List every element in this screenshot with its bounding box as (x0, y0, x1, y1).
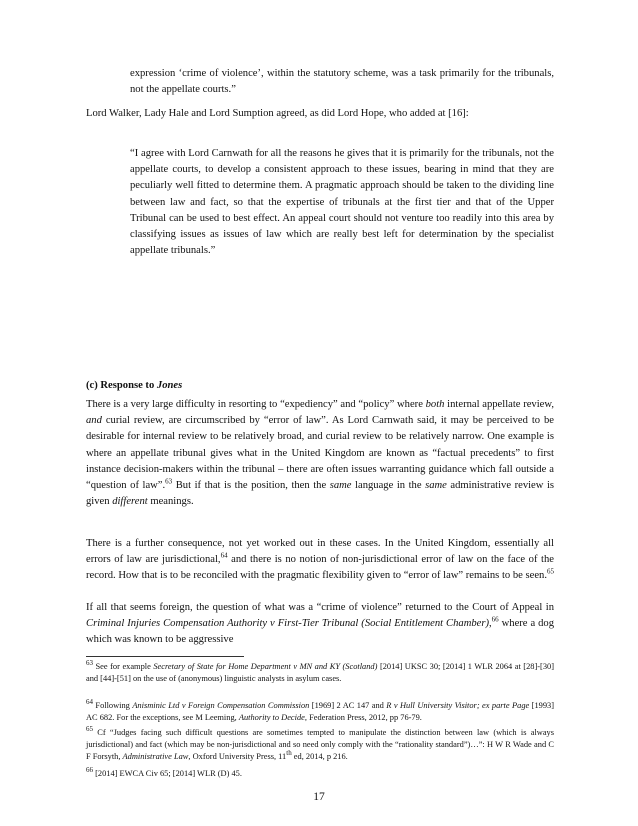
text-run: , (489, 618, 492, 630)
quote-continuation (130, 66, 554, 98)
text-run: internal appellate review, (444, 399, 554, 410)
text-run-italic: and (86, 415, 102, 427)
quote-lord-hope-text: “I agree with Lord Carnwath for all the reasons he gives that it is primarily for the tribunals, not the appellate courts, to develop a consistent approach to these issues, bearing in mind that they are peculiarly well fitted to determine them. A pragmatic approach should be taken to the dividing line between law and fact, so that the expertise of tribunals at the first tier and that of the Upper Tribunal can be used to best effect. An appeal court should not venture too readily into this area by classifying issues as issues of law which are really best left for determination by the specialist appellate tribunals.” (130, 148, 554, 257)
footnote-64 (86, 700, 554, 724)
text-run: [1969] 2 AC 147 and (309, 701, 387, 710)
text-run: If all that seems foreign, the question of what was a “crime of violence” returned to the Court of Appeal in (86, 602, 554, 613)
text-run: Following (93, 701, 133, 710)
text-run-italic: different (112, 496, 148, 508)
text-run: , Federation Press, 2012, pp 76-79. (304, 713, 422, 722)
text-run: and there is no notion of non-jurisdictional error of law on the face of the record. How that is to be reconciled with the pragmatic flexibility given to “error of law” remains to be seen. (86, 554, 554, 582)
footnote-ref-63[interactable]: 63 (165, 477, 173, 486)
text-run: [2014] EWCA Civ 65; [2014] WLR (D) 45. (93, 769, 242, 778)
text-run: [1993] AC 682. For the exceptions, see M Leeming, (86, 701, 554, 722)
section-heading (86, 380, 182, 391)
text-run: See for example (93, 662, 154, 671)
footnote-63 (86, 661, 554, 685)
section-heading-italic: Jones (156, 380, 183, 391)
paragraph-court-of-appeal (86, 600, 554, 649)
footnote-number: 65 (86, 725, 93, 734)
case-name: Anisminic Ltd v Foreign Compensation Commission (132, 701, 310, 710)
quote-lord-hope (130, 146, 554, 259)
text-run: language in the (351, 480, 426, 492)
quote-continuation-text: expression ‘crime of violence’, within the statutory scheme, was a task primarily for the tribunals, not the appellate courts.” (130, 68, 554, 96)
text-run: There is a very large difficulty in resorting to “expediency” and “policy” where (86, 399, 426, 410)
book-title: Authority to Decide (238, 713, 305, 722)
paragraph-agreement (86, 106, 554, 122)
paragraph-agreement-text: Lord Walker, Lady Hale and Lord Sumption agreed, as did Lord Hope, who added at [16]: (86, 108, 469, 119)
text-run: administrative review is given (86, 480, 555, 508)
text-run-italic: same (425, 480, 447, 492)
footnote-ref-66[interactable]: 66 (491, 615, 499, 624)
ordinal-suffix: th (286, 749, 292, 758)
paragraph-response (86, 397, 554, 510)
footnote-65 (86, 727, 554, 763)
text-run-italic: both (425, 399, 445, 410)
text-run: But if that is the position, then the (172, 480, 330, 492)
footnote-66 (86, 768, 554, 780)
text-run: curial review, are circumscribed by “error of law”. As Lord Carnwath said, it may be perceived to be desirable for internal review to be relatively broad, and curial review to be relatively narrow. One example is where an appellate tribunal gives what in the United Kingdom are known as “factual precedents” to first instance decision-makers within the tribunal – there are often issues warranting guidance which fall outside a “question of law”. (86, 415, 554, 492)
section-heading-label: (c) Response to (86, 380, 157, 391)
footnote-ref-64[interactable]: 64 (220, 551, 228, 560)
footnote-number: 64 (86, 698, 93, 707)
text-run: where a dog which was known to be aggressive (86, 618, 554, 646)
case-name: Criminal Injuries Compensation Authority v First-Tier Tribunal (Social Entitlement Chamber) (86, 618, 490, 630)
text-run: meanings. (147, 496, 194, 508)
text-run: Cf “Judges facing such difficult questions are sometimes tempted to manipulate the distinction between law (which is always jurisdictional) and fact (which may be non-jurisdictional and so need only comply with the “rationality standard”)…”: H W R Wade and C F Forsyth, (86, 728, 554, 761)
case-name: R v Hull University Visitor; ex parte Page (386, 701, 530, 710)
footnote-separator (86, 656, 244, 657)
text-run: There is a further consequence, not yet worked out in these cases. In the United Kingdom, essentially all errors of law are jurisdictional, (86, 538, 554, 566)
text-run: , Oxford University Press, 11 (188, 752, 287, 761)
text-run-italic: same (329, 480, 352, 492)
page-number: 17 (313, 790, 325, 803)
text-run: [2014] UKSC 30; [2014] 1 WLR 2064 at [28]-[30] and [44]-[51] on the use of (anonymous) linguistic analysts in asylum cases. (86, 662, 554, 683)
footnote-ref-65[interactable]: 65 (546, 567, 554, 576)
case-name: Secretary of State for Home Department v MN and KY (Scotland) (153, 662, 378, 671)
text-run: ed, 2014, p 216. (291, 752, 348, 761)
paragraph-consequence (86, 536, 554, 585)
book-title: Administrative Law (122, 752, 189, 761)
footnote-number: 66 (86, 766, 93, 775)
footnote-number: 63 (86, 659, 93, 668)
